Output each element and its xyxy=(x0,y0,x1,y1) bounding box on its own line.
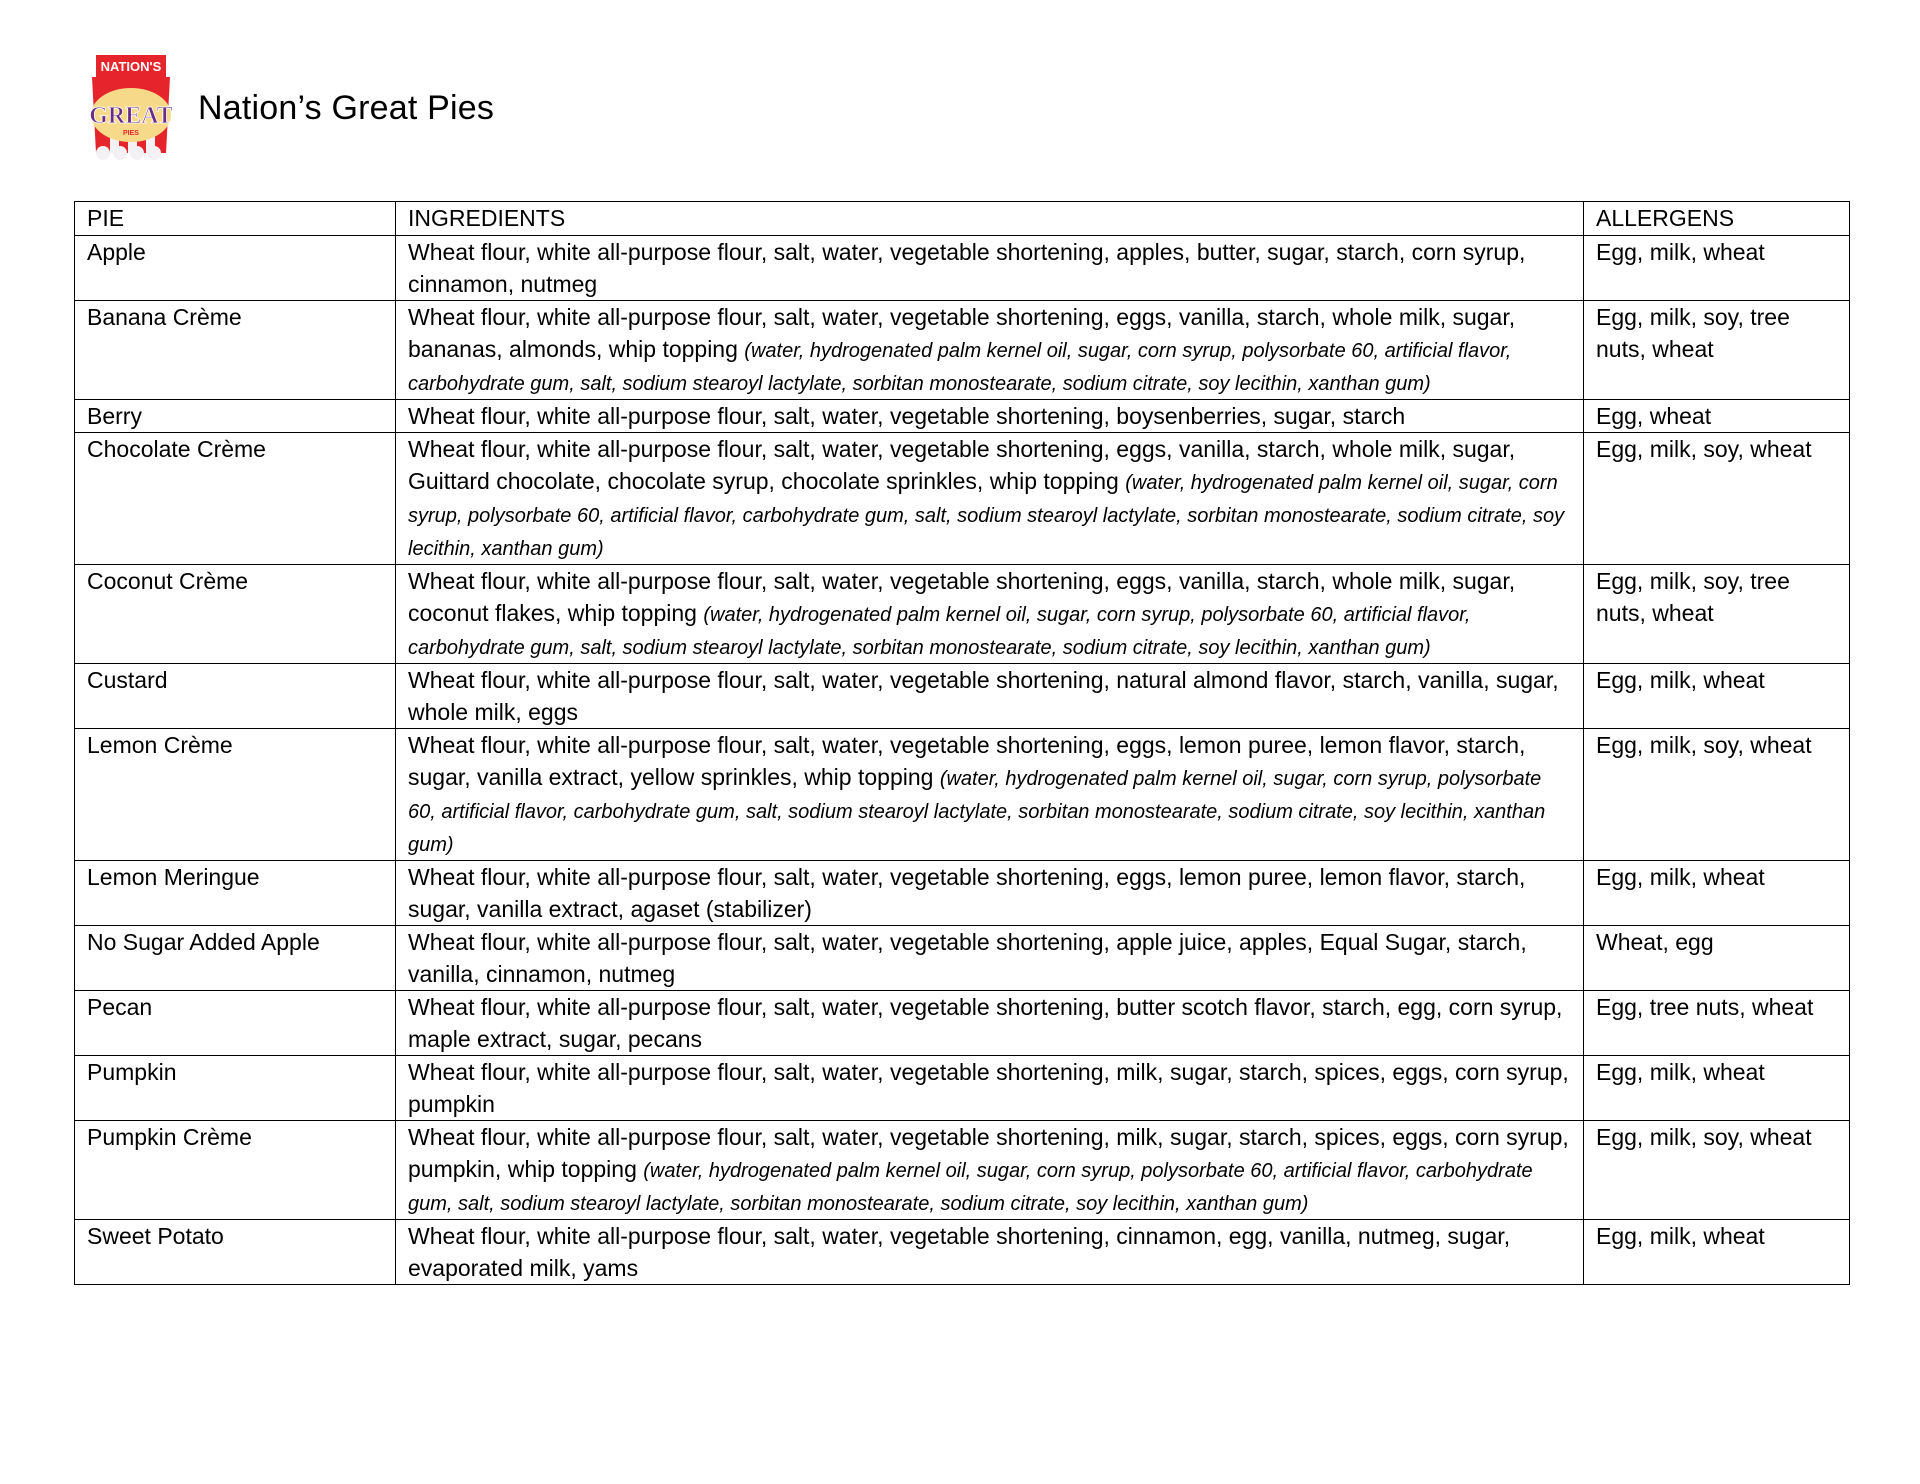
ingredients-cell xyxy=(396,991,1584,1056)
ingredients-text: Wheat flour, white all-purpose flour, salt, water, vegetable shortening, cinnamon, egg, vanilla, nutmeg, sugar, evaporated milk, yams xyxy=(408,1223,1511,1281)
pie-name-cell: Chocolate Crème xyxy=(75,433,396,565)
logo-text-top: NATION'S xyxy=(100,59,162,74)
ingredients-cell xyxy=(396,729,1584,861)
page-title: Nation’s Great Pies xyxy=(198,89,495,127)
pie-name-cell: Coconut Crème xyxy=(75,565,396,664)
ingredients-text: Wheat flour, white all-purpose flour, salt, water, vegetable shortening, apple juice, apples, Equal Sugar, starch, vanilla, cinnamon, nutmeg xyxy=(408,929,1527,987)
pie-name-cell: Apple xyxy=(75,236,396,301)
ingredients-text: Wheat flour, white all-purpose flour, salt, water, vegetable shortening, natural almond flavor, starch, vanilla, sugar, whole milk, eggs xyxy=(408,667,1559,725)
pie-name-cell: Banana Crème xyxy=(75,301,396,400)
ingredients-text: Wheat flour, white all-purpose flour, salt, water, vegetable shortening, eggs, lemon puree, lemon flavor, starch, sugar, vanilla extract, yellow sprinkles, whip topping xyxy=(408,732,1526,790)
logo-text-bottom: PIES xyxy=(123,130,139,137)
allergens-cell: Egg, milk, soy, tree nuts, wheat xyxy=(1584,301,1850,400)
ingredients-cell xyxy=(396,861,1584,926)
ingredients-cell xyxy=(396,1220,1584,1285)
allergens-cell: Egg, milk, soy, tree nuts, wheat xyxy=(1584,565,1850,664)
table-row xyxy=(75,1121,1850,1220)
logo-scallop xyxy=(113,146,127,160)
pie-name-cell: Berry xyxy=(75,400,396,433)
whip-topping-text: (water, hydrogenated palm kernel oil, sugar, corn syrup, polysorbate 60, artificial flavor, carbohydrate gum, salt, sodium stearoyl lactylate, sorbitan monostearate, sodium citrate, soy lecithin, xanthan gum) xyxy=(408,340,1512,395)
brand-logo xyxy=(80,53,182,163)
table-row xyxy=(75,400,1850,433)
ingredients-text: Wheat flour, white all-purpose flour, salt, water, vegetable shortening, eggs, vanilla, starch, whole milk, sugar, coconut flakes, whip topping xyxy=(408,568,1516,626)
pie-name-cell: Sweet Potato xyxy=(75,1220,396,1285)
ingredients-cell xyxy=(396,565,1584,664)
logo-text-main: GREAT xyxy=(89,103,173,129)
ingredients-text: Wheat flour, white all-purpose flour, salt, water, vegetable shortening, eggs, vanilla, starch, whole milk, sugar, bananas, almonds, whip topping xyxy=(408,304,1516,362)
pie-name-cell: Custard xyxy=(75,664,396,729)
page-header xyxy=(80,52,494,164)
table-row xyxy=(75,664,1850,729)
ingredients-text: Wheat flour, white all-purpose flour, salt, water, vegetable shortening, apples, butter, sugar, starch, corn syrup, cinnamon, nutmeg xyxy=(408,239,1526,297)
table-row xyxy=(75,991,1850,1056)
ingredients-cell xyxy=(396,433,1584,565)
logo-scallop xyxy=(96,146,110,160)
whip-topping-text: (water, hydrogenated palm kernel oil, sugar, corn syrup, polysorbate 60, artificial flavor, carbohydrate gum, salt, sodium stearoyl lactylate, sorbitan monostearate, sodium citrate, soy lecithin, xanthan gum) xyxy=(408,768,1546,856)
pie-name-cell: No Sugar Added Apple xyxy=(75,926,396,991)
table-header-row xyxy=(75,202,1850,236)
ingredients-text: Wheat flour, white all-purpose flour, salt, water, vegetable shortening, eggs, lemon puree, lemon flavor, starch, sugar, vanilla extract, agaset (stabilizer) xyxy=(408,864,1526,922)
allergens-cell: Egg, milk, wheat xyxy=(1584,1220,1850,1285)
table-row xyxy=(75,1220,1850,1285)
column-header-pie: PIE xyxy=(75,202,396,236)
ingredients-cell xyxy=(396,664,1584,729)
whip-topping-text: (water, hydrogenated palm kernel oil, sugar, corn syrup, polysorbate 60, artificial flavor, carbohydrate gum, salt, sodium stearoyl lactylate, sorbitan monostearate, sodium citrate, soy lecithin, xanthan gum) xyxy=(408,472,1565,560)
pie-name-cell: Lemon Crème xyxy=(75,729,396,861)
allergens-cell: Egg, milk, wheat xyxy=(1584,1056,1850,1121)
ingredients-cell xyxy=(396,926,1584,991)
column-header-allergens: ALLERGENS xyxy=(1584,202,1850,236)
allergens-cell: Egg, milk, wheat xyxy=(1584,236,1850,301)
allergens-cell: Egg, wheat xyxy=(1584,400,1850,433)
logo-scallop xyxy=(147,146,161,160)
allergens-cell: Egg, milk, soy, wheat xyxy=(1584,1121,1850,1220)
ingredients-cell xyxy=(396,236,1584,301)
ingredients-text: Wheat flour, white all-purpose flour, salt, water, vegetable shortening, eggs, vanilla, starch, whole milk, sugar, Guittard chocolate, chocolate syrup, chocolate sprinkles, whip topping xyxy=(408,436,1516,494)
pie-name-cell: Lemon Meringue xyxy=(75,861,396,926)
column-header-ingredients: INGREDIENTS xyxy=(396,202,1584,236)
whip-topping-text: (water, hydrogenated palm kernel oil, sugar, corn syrup, polysorbate 60, artificial flavor, carbohydrate gum, salt, sodium stearoyl lactylate, sorbitan monostearate, sodium citrate, soy lecithin, xanthan gum) xyxy=(408,1160,1533,1215)
ingredients-text: Wheat flour, white all-purpose flour, salt, water, vegetable shortening, milk, sugar, starch, spices, eggs, corn syrup, pumpkin xyxy=(408,1059,1569,1117)
pie-name-cell: Pecan xyxy=(75,991,396,1056)
allergens-cell: Egg, tree nuts, wheat xyxy=(1584,991,1850,1056)
ingredients-table-wrap xyxy=(74,201,1849,1285)
ingredients-text: Wheat flour, white all-purpose flour, salt, water, vegetable shortening, milk, sugar, starch, spices, eggs, corn syrup, pumpkin, whip topping xyxy=(408,1124,1569,1182)
table-row xyxy=(75,236,1850,301)
table-row xyxy=(75,861,1850,926)
pie-name-cell: Pumpkin xyxy=(75,1056,396,1121)
allergens-cell: Egg, milk, soy, wheat xyxy=(1584,729,1850,861)
pie-name-cell: Pumpkin Crème xyxy=(75,1121,396,1220)
table-row xyxy=(75,926,1850,991)
ingredients-cell xyxy=(396,400,1584,433)
allergens-cell: Egg, milk, soy, wheat xyxy=(1584,433,1850,565)
ingredients-text: Wheat flour, white all-purpose flour, salt, water, vegetable shortening, boysenberries, sugar, starch xyxy=(408,403,1406,429)
whip-topping-text: (water, hydrogenated palm kernel oil, sugar, corn syrup, polysorbate 60, artificial flavor, carbohydrate gum, salt, sodium stearoyl lactylate, sorbitan monostearate, sodium citrate, soy lecithin, xanthan gum) xyxy=(408,604,1471,659)
table-row xyxy=(75,1056,1850,1121)
ingredients-cell xyxy=(396,1121,1584,1220)
allergens-cell: Wheat, egg xyxy=(1584,926,1850,991)
ingredients-cell xyxy=(396,301,1584,400)
table-row xyxy=(75,729,1850,861)
logo-scallop xyxy=(130,146,144,160)
allergens-cell: Egg, milk, wheat xyxy=(1584,861,1850,926)
table-row xyxy=(75,433,1850,565)
table-row xyxy=(75,565,1850,664)
ingredients-table xyxy=(74,201,1850,1285)
table-row xyxy=(75,301,1850,400)
ingredients-text: Wheat flour, white all-purpose flour, salt, water, vegetable shortening, butter scotch flavor, starch, egg, corn syrup, maple extract, sugar, pecans xyxy=(408,994,1563,1052)
ingredients-cell xyxy=(396,1056,1584,1121)
allergens-cell: Egg, milk, wheat xyxy=(1584,664,1850,729)
